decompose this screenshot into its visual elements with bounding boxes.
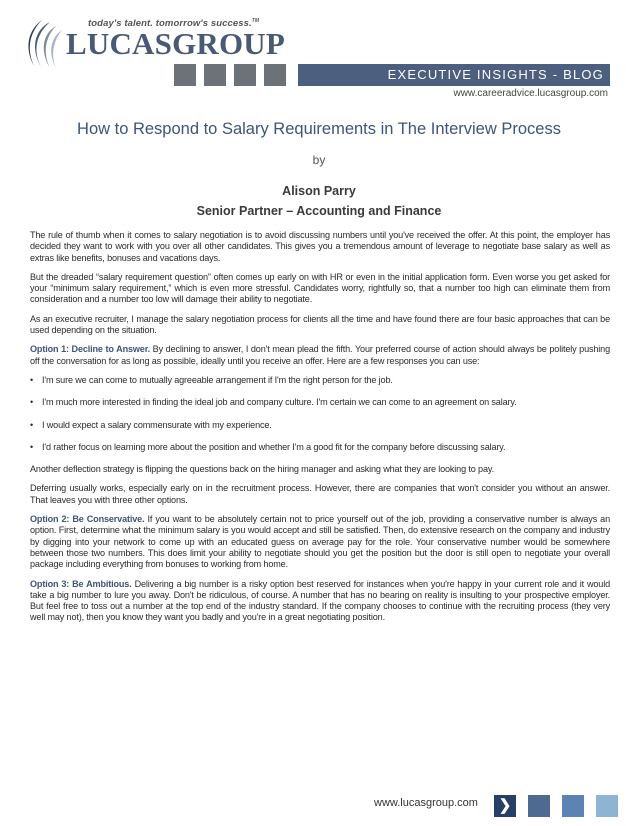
article-body — [30, 230, 610, 632]
option-1-label: Option 1: Decline to Answer. — [30, 344, 150, 355]
option-1-text: By declining to answer, I don't mean plead the fifth. Your preferred course of action should always be politely pushing off the conversation for as long as possible, ideally until you receive an offer. Here are a few responses you can use: — [30, 344, 610, 366]
paragraph: Another deflection strategy is flipping the questions back on the hiring manager and asking what they are looking to pay. — [30, 464, 494, 475]
footer-url-link[interactable]: www.lucasgroup.com — [374, 797, 478, 809]
logo-swoosh-icon — [20, 18, 68, 70]
response-list — [30, 375, 610, 453]
paragraph: The rule of thumb when it comes to salary negotiation is to avoid discussing numbers until you've received the offer. At this point, the employer has decided they want to work with you over all other candidates. This gives you a tremendous amount of leverage to negotiate base salary as well as extras like benefits, bonuses and vacations days. — [30, 230, 610, 263]
article-by: by — [312, 153, 326, 167]
paragraph: But the dreaded “salary requirement question” often comes up early on with HR or even in the initial application form. Even worse you get asked for your “minimum salary requirement,” which is even more stressful. Candidates worry, rightfully so, that a number too high can eliminate them from consideration and a number too low will damage their ability to negotiate. — [30, 271, 610, 305]
footer-decor-square — [562, 795, 584, 817]
blog-url-link[interactable]: www.careeradvice.lucasgroup.com — [453, 88, 608, 99]
article-title: How to Respond to Salary Requirements in The Interview Process — [77, 120, 561, 138]
option-2-label: Option 2: Be Conservative. — [30, 514, 145, 525]
list-item: • I'm much more interested in finding the ideal job and company culture. I'm certain we can come to an agreement on salary. — [30, 397, 610, 408]
option-1-paragraph — [30, 344, 610, 367]
footer-decor-square — [528, 795, 550, 817]
option-2-text: If you want to be absolutely certain not to price yourself out of the job, providing a conservative number is always an option. First, determine what the minimum salary is you would accept and still be satisfied. Then, do extensive research on the company and industry by digging into your network to come up with an educated guess on average pay for the role. Your conservative number would be somewhere between those two numbers. This does limit your ability to negotiate should you get the position but the door is still open to negotiate your overall package including everything from bonuses to working from home. — [30, 514, 610, 570]
option-3-label: Option 3: Be Ambitious. — [30, 578, 132, 589]
article-author: Alison Parry — [282, 184, 356, 198]
lucasgroup-logo — [20, 8, 290, 70]
option-3-text: Delivering a big number is a risky option best reserved for instances when you're happy in your current role and it would take a big number to lure you away. Don't be ridiculous, of course. A number that has no bearing on reality is insulting to your prospective employer. But feel free to toss out a number at the top end of the industry standard. If the company chooses to continue with the recruiting process (they very well may not), then you know they want you badly and you're in a great negotiating position. — [30, 578, 610, 623]
next-arrow-icon[interactable]: ❯ — [494, 795, 516, 817]
paragraph: Deferring usually works, especially early on in the recruitment process. However, there are companies that won't consider you without an answer. That leaves you with three other options. — [30, 483, 610, 505]
list-item: • I would expect a salary commensurate with my experience. — [30, 420, 610, 431]
header-decor-square — [264, 64, 286, 86]
paragraph: As an executive recruiter, I manage the salary negotiation process for clients all the time and have found there are four basic approaches that can be used depending on the situation. — [30, 313, 610, 336]
footer-decor-square — [596, 795, 618, 817]
option-3-paragraph — [30, 579, 610, 624]
blog-band-title: EXECUTIVE INSIGHTS - BLOG — [298, 64, 610, 86]
article-author-title: Senior Partner – Accounting and Finance — [196, 204, 442, 218]
list-item: • I'm sure we can come to mutually agreeable arrangement if I'm the right person for the job. — [30, 375, 610, 386]
header-decor-square — [174, 64, 196, 86]
header-decor-square — [204, 64, 226, 86]
logo-tagline: today's talent. tomorrow's success.™ — [88, 18, 260, 30]
logo-wordmark: LUCASGROUP — [66, 26, 286, 61]
option-2-paragraph — [30, 514, 610, 570]
header-decor-square — [234, 64, 256, 86]
list-item: • I'd rather focus on learning more about the position and whether I'm a good fit for the company before discussing salary. — [30, 442, 610, 453]
